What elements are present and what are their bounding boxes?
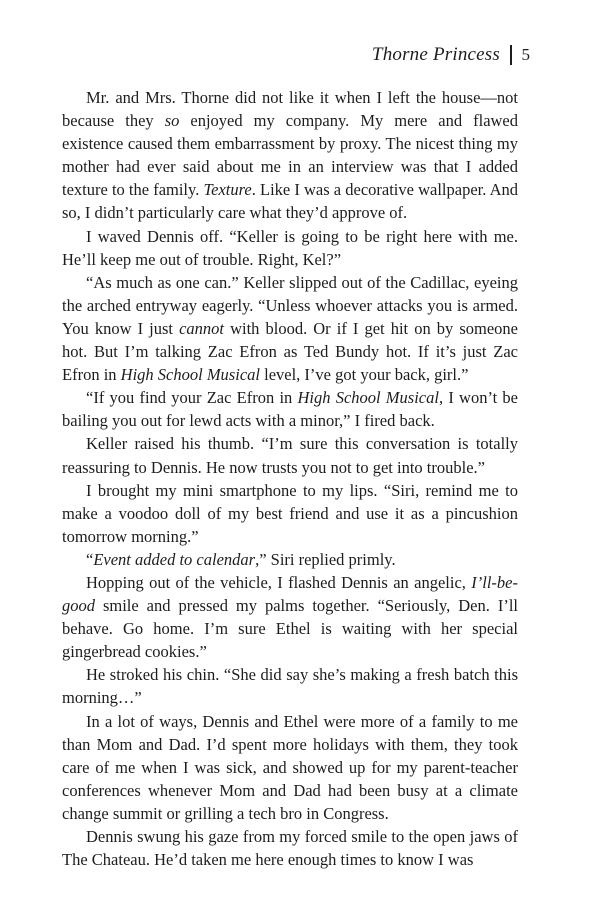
- text-run: ,” Siri replied primly.: [255, 549, 396, 569]
- italic-text: so: [164, 111, 180, 131]
- italic-text: Event added to calendar: [93, 549, 256, 569]
- page-number: 5: [521, 45, 530, 64]
- paragraph: [62, 225, 518, 271]
- text-run: , I won’t be bailing you out for lewd acts with a minor,” I fired back.: [62, 388, 519, 431]
- body-text: [62, 86, 518, 871]
- text-run: “: [86, 549, 94, 569]
- paragraph: [62, 479, 518, 548]
- text-run: “If you find your Zac Efron in: [86, 388, 298, 408]
- text-run: enjoyed my company. My mere and flawed existence caused them embarrassment by proxy. The nicest thing my mother had ever said about me in an interview was that I added texture to the family.: [62, 111, 519, 200]
- italic-text: High School Musical: [120, 365, 260, 385]
- italic-text: I’ll-be-good: [62, 572, 518, 616]
- paragraph: [62, 271, 518, 386]
- text-run: . Like I was a decorative wallpaper. And so, I didn’t particularly care what they’d approve of.: [62, 180, 518, 223]
- paragraph: [62, 548, 518, 571]
- italic-text: High School Musical: [297, 388, 439, 408]
- text-run: level, I’ve got your back, girl.”: [259, 365, 469, 385]
- text-run: He stroked his chin. “She did say she’s making a fresh batch this morning…”: [62, 665, 518, 708]
- paragraph: [62, 432, 518, 478]
- text-run: smile and pressed my palms together. “Seriously, Den. I’ll behave. Go home. I’m sure Ethel is waiting with her special gingerbread cookies.”: [62, 596, 518, 662]
- header-divider: [510, 45, 512, 65]
- paragraph: [62, 86, 518, 225]
- text-run: with blood. Or if I get hit on by someone hot. But I’m talking Zac Efron as Ted Bundy hot. If it’s just Zac Efron in: [62, 318, 519, 385]
- paragraph: [62, 710, 518, 825]
- text-run: Keller raised his thumb. “I’m sure this conversation is totally reassuring to Dennis. He now trusts you not to get into trouble.”: [62, 434, 518, 477]
- text-run: Mr. and Mrs. Thorne did not like it when I left the house—not because they: [62, 88, 518, 131]
- text-run: In a lot of ways, Dennis and Ethel were more of a family to me than Mom and Dad. I’d spent more holidays with them, they took care of me when I was sick, and showed up for my parent-teacher conferences whenever Mom and Dad had been busy at a climate change summit or grilling a tech bro in Congress.: [62, 711, 518, 823]
- paragraph: [62, 571, 518, 663]
- running-head: [372, 44, 530, 66]
- paragraph: [62, 825, 518, 871]
- italic-text: cannot: [179, 318, 224, 338]
- text-run: I waved Dennis off. “Keller is going to be right here with me. He’ll keep me out of trouble. Right, Kel?”: [62, 226, 518, 269]
- paragraph: [62, 386, 518, 432]
- text-run: Dennis swung his gaze from my forced smile to the open jaws of The Chateau. He’d taken me here enough times to know I was: [62, 827, 518, 870]
- paragraph: [62, 663, 518, 709]
- italic-text: Texture: [203, 180, 252, 200]
- text-run: “As much as one can.” Keller slipped out of the Cadillac, eyeing the arched entryway eagerly. “Unless whoever attacks you is armed. You know I just: [62, 272, 518, 338]
- text-run: I brought my mini smartphone to my lips. “Siri, remind me to make a voodoo doll of my best friend and use it as a pincushion tomorrow morning.”: [62, 480, 518, 546]
- text-run: Hopping out of the vehicle, I flashed Dennis an angelic,: [86, 572, 472, 592]
- book-title: Thorne Princess: [371, 44, 500, 65]
